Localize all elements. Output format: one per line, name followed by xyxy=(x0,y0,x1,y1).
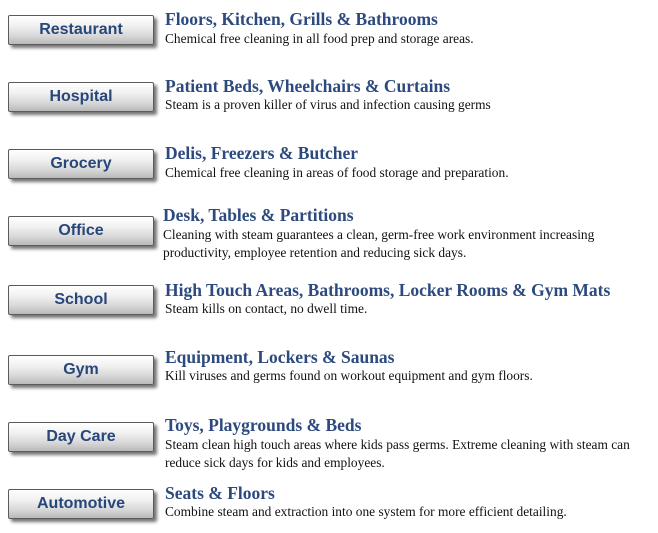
item-title: Floors, Kitchen, Grills & Bathrooms xyxy=(165,9,438,29)
button-label: Restaurant xyxy=(39,21,123,38)
item-description: Steam is a proven killer of virus and infection causing germs xyxy=(165,97,491,112)
automotive-button[interactable] xyxy=(8,489,154,519)
grocery-button[interactable] xyxy=(8,149,154,179)
hospital-button[interactable] xyxy=(8,82,154,112)
item-description: Kill viruses and germs found on workout equipment and gym floors. xyxy=(165,368,533,383)
school-button[interactable] xyxy=(8,285,154,315)
item-description: Steam clean high touch areas where kids pass germs. Extreme cleaning with steam can reduce sick days for kids and employees. xyxy=(165,437,630,470)
restaurant-button[interactable] xyxy=(8,15,154,45)
item-title: Seats & Floors xyxy=(165,483,275,503)
button-label: Gym xyxy=(63,361,99,378)
gym-button[interactable] xyxy=(8,355,154,385)
item-description: Chemical free cleaning in all food prep and storage areas. xyxy=(165,31,474,46)
item-title: High Touch Areas, Bathrooms, Locker Rooms & Gym Mats xyxy=(165,280,611,300)
item-description: Steam kills on contact, no dwell time. xyxy=(165,301,368,316)
item-title: Toys, Playgrounds & Beds xyxy=(165,415,362,435)
item-title: Desk, Tables & Partitions xyxy=(163,205,354,225)
office-button[interactable] xyxy=(8,216,154,246)
item-title: Delis, Freezers & Butcher xyxy=(165,143,359,163)
item-description: Chemical free cleaning in areas of food storage and preparation. xyxy=(165,165,509,180)
item-description: Cleaning with steam guarantees a clean, germ-free work environment increasing productivity, employee retention and reducing sick days. xyxy=(163,227,595,260)
button-label: School xyxy=(54,291,108,308)
button-label: Office xyxy=(58,222,104,239)
item-description: Combine steam and extraction into one system for more efficient detailing. xyxy=(165,504,567,519)
button-label: Grocery xyxy=(50,155,112,172)
button-label: Day Care xyxy=(46,428,116,445)
button-label: Automotive xyxy=(37,495,125,512)
item-title: Patient Beds, Wheelchairs & Curtains xyxy=(165,76,451,96)
button-label: Hospital xyxy=(49,88,113,105)
item-title: Equipment, Lockers & Saunas xyxy=(165,347,395,367)
day-care-button[interactable] xyxy=(8,422,154,452)
